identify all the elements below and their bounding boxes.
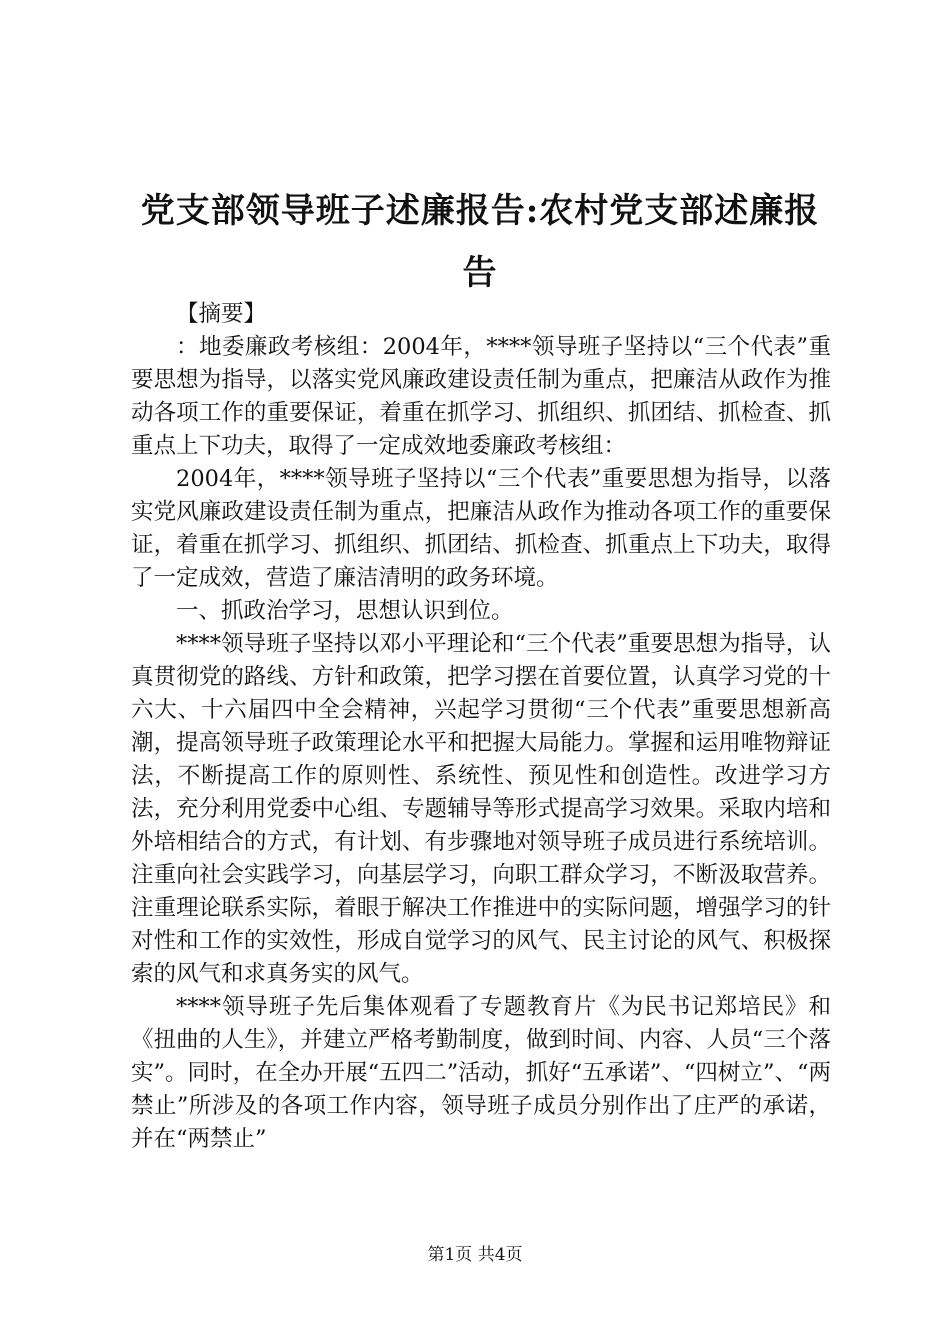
section-heading-1: 一、抓政治学习，思想认识到位。	[176, 598, 514, 624]
paragraph-4: ****领导班子先后集体观看了专题教育片《为民书记郑培民》和《扭曲的人生》，并建立严格考勤制度，做到时间、内容、人员“三个落实”。同时，在全办开展“五四二”活动，抓好“五承诺”、“四树立”、“两禁止”所涉及的各项工作内容，领导班子成员分别作出了庄严的承诺，并在“两禁止”	[131, 994, 831, 1152]
paragraph-2: 2004年，****领导班子坚持以“三个代表”重要思想为指导，以落实党风廉政建设责任制为重点，把廉洁从政作为推动各项工作的重要保证，着重在抓学习、抓组织、抓团结、抓检查、抓重点上下功夫，取得了一定成效，营造了廉洁清明的政务环境。	[131, 466, 831, 591]
document-title: 党支部领导班子述廉报告:农村党支部述廉报告	[140, 191, 820, 293]
page-footer: 第1页 共4页	[427, 1245, 523, 1265]
paragraph-1: ：地委廉政考核组：2004年，****领导班子坚持以“三个代表”重要思想为指导，以落实党风廉政建设责任制为重点，把廉洁从政作为推动各项工作的重要保证，着重在抓学习、抓组织、抓团结、抓检查、抓重点上下功夫，取得了一定成效地委廉政考核组：	[131, 334, 831, 459]
document-body	[131, 298, 831, 1156]
abstract-label: 【摘要】	[176, 301, 267, 327]
paragraph-3: ****领导班子坚持以邓小平理论和“三个代表”重要思想为指导，认真贯彻党的路线、方针和政策，把学习摆在首要位置，认真学习党的十六大、十六届四中全会精神，兴起学习贯彻“三个代表”重要思想新高潮，提高领导班子政策理论水平和把握大局能力。掌握和运用唯物辩证法，不断提高工作的原则性、系统性、预见性和创造性。改进学习方法，充分利用党委中心组、专题辅导等形式提高学习效果。采取内培和外培相结合的方式，有计划、有步骤地对领导班子成员进行系统培训。注重向社会实践学习，向基层学习，向职工群众学习，不断汲取营养。注重理论联系实际，着眼于解决工作推进中的实际问题，增强学习的针对性和工作的实效性，形成自觉学习的风气、民主讨论的风气、积极探索的风气和求真务实的风气。	[131, 631, 831, 987]
